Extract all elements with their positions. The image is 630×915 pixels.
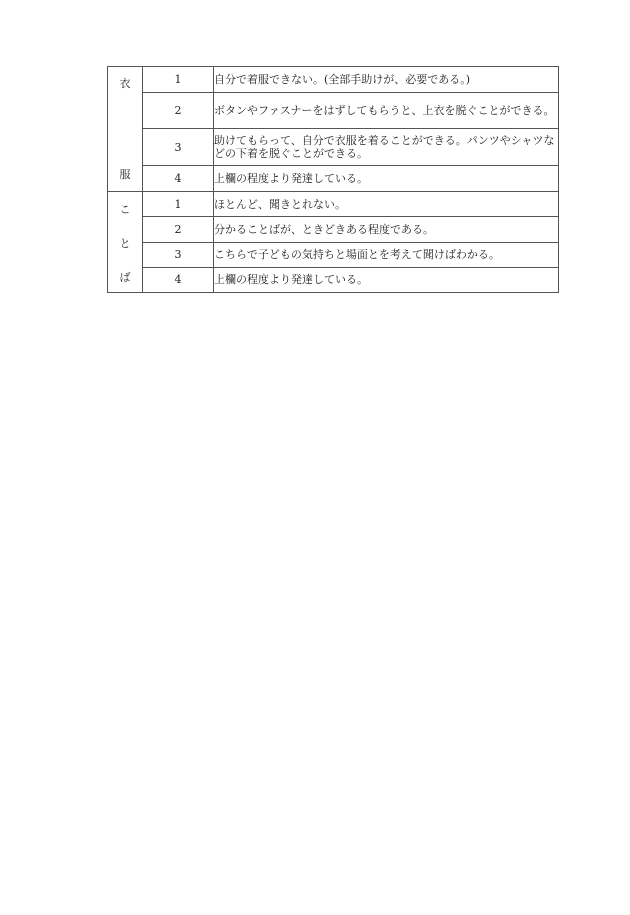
- table-row: [108, 267, 559, 292]
- description-cell: 上欄の程度より発達している。: [214, 267, 559, 292]
- level-cell: 3: [143, 129, 214, 166]
- level-cell: 1: [143, 192, 214, 217]
- category-cell-speech: [108, 192, 143, 293]
- table-row: [108, 129, 559, 166]
- category-char: と: [119, 237, 131, 250]
- description-cell: 上欄の程度より発達している。: [214, 166, 559, 192]
- level-cell: 4: [143, 267, 214, 292]
- description-cell: ほとんど、聞きとれない。: [214, 192, 559, 217]
- description-cell: 分かることばが、ときどきある程度である。: [214, 217, 559, 242]
- table-row: [108, 92, 559, 129]
- category-char: 服: [119, 168, 131, 181]
- level-cell: 2: [143, 92, 214, 129]
- description-cell: ボタンやファスナーをはずしてもらうと、上衣を脱ぐことができる。: [214, 92, 559, 129]
- table-row: [108, 192, 559, 217]
- category-char: 衣: [119, 77, 131, 90]
- description-cell: こちらで子どもの気持ちと場面とを考えて聞けばわかる。: [214, 242, 559, 267]
- category-char: こ: [119, 203, 131, 216]
- level-cell: 3: [143, 242, 214, 267]
- category-char: ば: [119, 271, 131, 284]
- table-row: [108, 217, 559, 242]
- level-cell: 2: [143, 217, 214, 242]
- category-cell-clothing: [108, 67, 143, 192]
- table-row: [108, 242, 559, 267]
- table-row: [108, 67, 559, 93]
- level-cell: 4: [143, 166, 214, 192]
- development-level-table: [107, 66, 559, 293]
- level-cell: 1: [143, 67, 214, 93]
- description-cell: 助けてもらって、自分で衣服を着ることができる。パンツやシャツなどの下着を脱ぐことができる。: [214, 129, 559, 166]
- table-row: [108, 166, 559, 192]
- description-cell: 自分で着服できない。(全部手助けが、必要である。): [214, 67, 559, 93]
